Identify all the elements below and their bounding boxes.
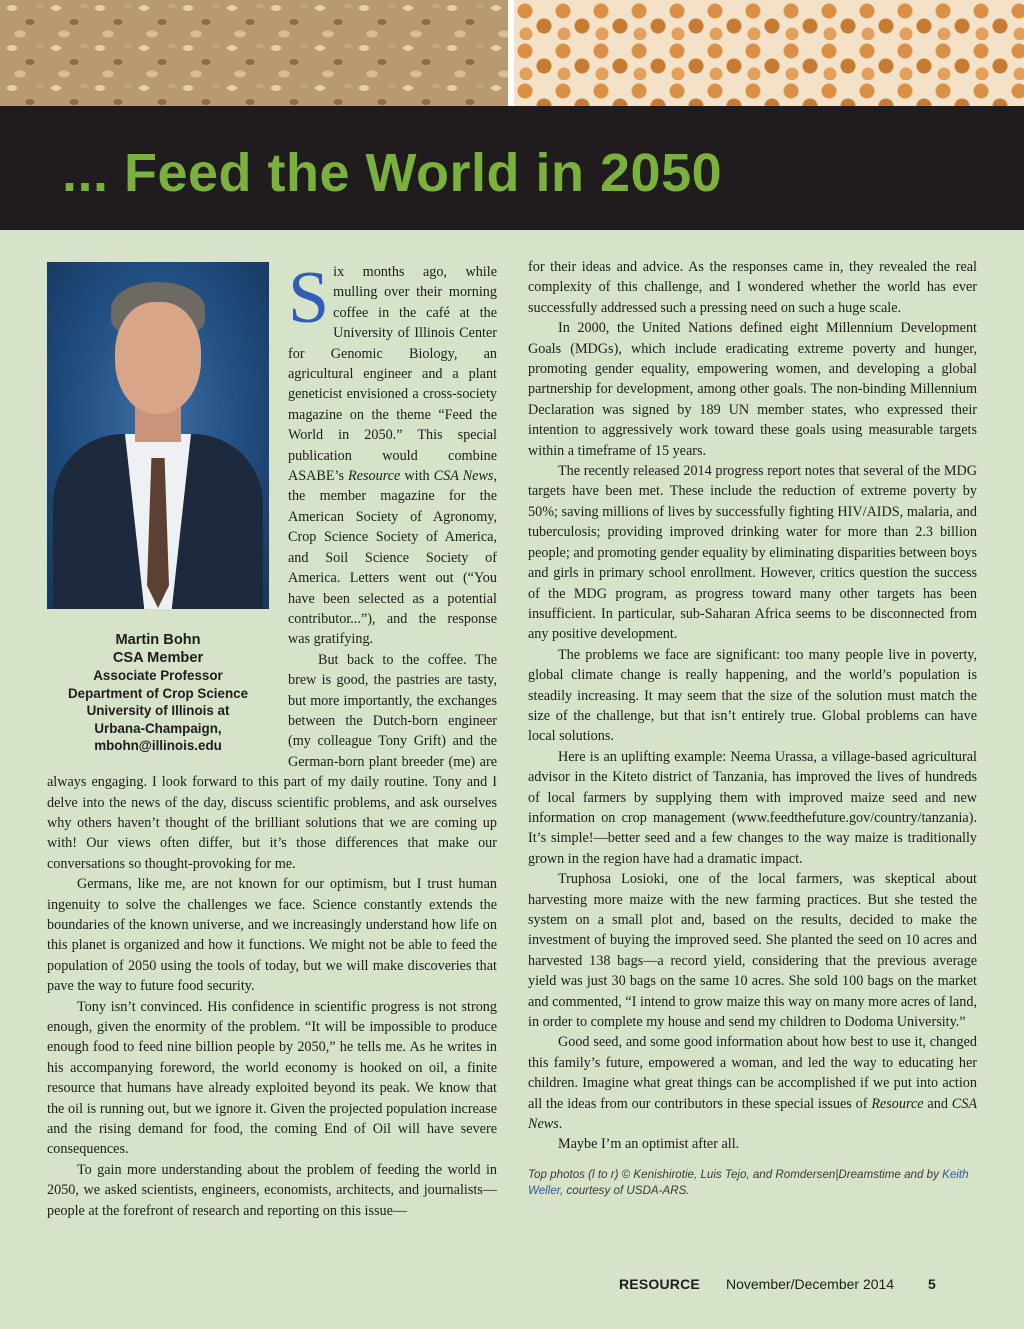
title-banner [0,106,1024,230]
issue-date: November/December 2014 [726,1276,895,1292]
paragraph-6: for their ideas and advice. As the responses came in, they revealed the real complexity of this challenge, and I wondered whether the world has ever successfully addressed such a pressing need on such a huge scale. [528,259,977,316]
paragraph-12: Good seed, and some good information about how best to use it, changed this family’s future, empowered a woman, and led the way to educating her children. Imagine what great things can be accomplished if we put into action all the ideas from our contributors in these special issues of Resource and CSA News. [528,1034,977,1133]
article-column-left [47,257,497,1221]
author-caption [47,631,269,755]
page-number: 5 [928,1276,936,1292]
author-membership: CSA Member [112,650,204,666]
credit-link[interactable]: Keith Weller [528,1167,969,1197]
author-email: mbohn@illinois.edu [94,738,222,753]
paragraph-5: To gain more understanding about the problem of feeding the world in 2050, we asked scientists, engineers, economists, architects, and journalists—people at the forefront of research and reporting on this issue— [47,1161,497,1219]
drop-cap: S [288,257,330,339]
paragraph-11: Truphosa Losioki, one of the local farmers, was skeptical about harvesting more maize with the new farming practices. But she tested the system on a small plot and, based on the results, decided to make the investment of buying the improved seed. She planted the seed on 10 acres and harvested 138 bags—a record yield, considering that the previous average yield was just 30 bags on the same 10 acres. She sold 100 bags on the market and commented, “I intend to grow maize this way on many more acres of land, in order to complete my house and send my children to Dodoma University.” [528,871,977,1031]
paragraph-8: The recently released 2014 progress report notes that several of the MDG targets have been met. These include the reduction of extreme poverty by 50%; saving millions of lives by successfully fighting HIV/AIDS, malaria, and tuberculosis; providing improved drinking water for more than 2.3 billion people; and promoting gender equality by eliminating disparities between boys and girls in primary school enrollment. However, critics question the success of the MDG program, as progress toward many other targets has been insufficient. In particular, sub-Saharan Africa seems to be disconnected from any positive development. [528,463,977,643]
header-photos [0,0,1024,106]
paragraph-13: Maybe I’m an optimist after all. [558,1136,740,1153]
paragraph-7: In 2000, the United Nations defined eight Millennium Development Goals (MDGs), which include eradicating extreme poverty and hunger, promoting gender equality, empowering women, and developing a global partnership for development, among other goals. The non-binding Millennium Declaration was signed by 189 UN member states, who expressed their intention to aggressively work toward these goals using measurable targets within a timeframe of 15 years. [528,320,977,459]
author-position: Associate Professor [93,668,223,683]
author-department: Department of Crop Science [67,685,249,701]
article-column-right [528,257,977,1199]
author-name: Martin Bohn [115,632,201,648]
page-title: ... Feed the World in 2050 [62,143,723,203]
paragraph-3: Germans, like me, are not known for our optimism, but I trust human ingenuity to solve the challenges we face. Science constantly extends the boundaries of the known universe, and we increasingly understand how life on this planet is organized and how it functions. We might not be able to feed the population of 2050 using the tools of today, but we will make discoveries that pave the way to future food security. [47,876,497,995]
paragraph-9: The problems we face are significant: too many people live in poverty, global climate change is really happening, and the world’s population is steadily increasing. It may seem that the size of the solution must match the size of the challenge, but that isn’t entirely true. Global problems can have local solutions. [528,646,977,745]
author-university-line1: University of Illinois at [86,703,230,718]
wheat-grain-photo [0,0,508,106]
author-university-line2: Urbana-Champaign, [94,720,222,736]
lentils-photo [514,0,1024,106]
paragraph-10: Here is an uplifting example: Neema Urassa, a village-based agricultural advisor in the Kiteto district of Tanzania, has improved the lives of hundreds of local farmers by supplying them with improved maize seed and new information on crop management (www.feedthefuture.gov/country/tanzania). It’s simple!—better seed and a few changes to the way maize is traditionally grown in the region have had a dramatic impact. [528,748,977,867]
author-box [47,262,282,755]
magazine-name: RESOURCE [619,1276,700,1292]
paragraph-2: But back to the coffee. The brew is good, the pastries are tasty, but more importantly, the exchanges between the Dutch-born engineer (my colleague Tony Grift) and the German-born plant breeder (me) are always engaging. I look forward to this part of my daily routine. Tony and I delve into the news of the day, discuss scientific problems, and ask ourselves why others haven’t thought of the brilliant solutions that we are coming up with! Our views often differ, but it’s those differences that make our conversations so thought-provoking for me. [47,651,497,872]
photo-credit: Top photos (l to r) © Kenishirotie, Luis Tejo, and Romdersen|Dreamstime and by Keith Weller, courtesy of USDA-ARS. [528,1167,969,1197]
author-portrait [47,262,269,609]
paragraph-1: Six months ago, while mulling over their morning coffee in the café at the University of Illinois Center for Genomic Biology, an agricultural engineer and a plant geneticist envisioned a cross-society magazine on the theme “Feed the World in 2050.” This special publication would combine ASABE’s Resource with CSA News, the member magazine for the American Society of Agronomy, Crop Science Society of America, and Soil Science Society of America. Letters went out (“You have been selected as a potential contributor...”), and the response was gratifying. [288,257,497,648]
paragraph-4: Tony isn’t convinced. His confidence in scientific progress is not strong enough, given the enormity of the problem. “It will be impossible to produce enough food to feed nine billion people by 2050,” he tells me. As he writes in his accompanying foreword, the world economy is hooked on oil, a finite resource that humans have already exploited beyond its peak. We know that the oil is running out, but we ignore it. Given the projected population increase and the rising demand for food, the coming End of Oil will have severe consequences. [47,998,497,1158]
